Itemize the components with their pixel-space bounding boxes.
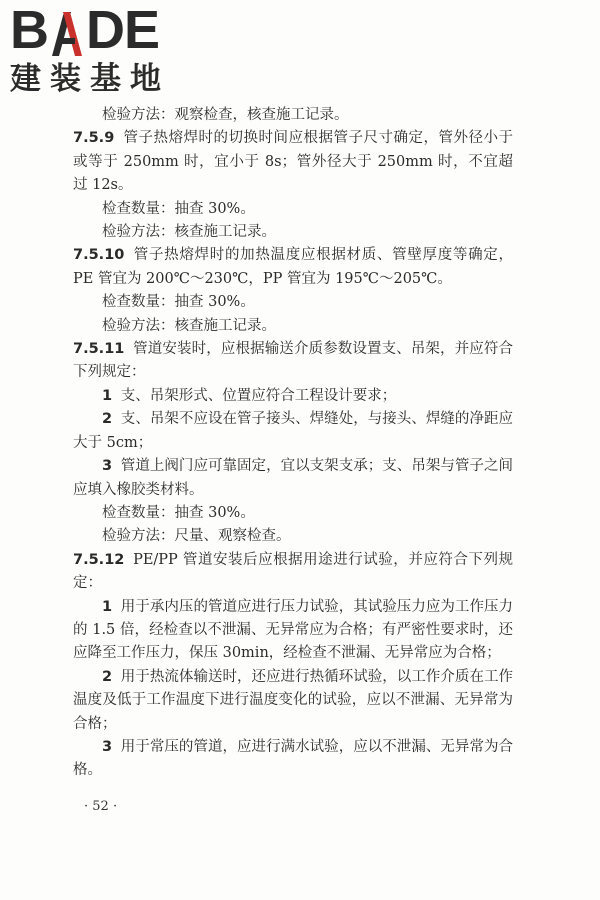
- clause-text: 管道安装时，应根据输送介质参数设置支、吊架，并应符合下列规定：: [73, 341, 513, 381]
- clause-7-5-12: [73, 549, 513, 596]
- logo-subtitle: 建装基地: [10, 61, 170, 97]
- inspection-method: 检验方法：核查施工记录。: [102, 224, 276, 241]
- list-item: 2 支、吊架不应设在管子接头、焊缝处，与接头、焊缝的净距应大于 5cm；: [73, 411, 513, 451]
- clause-text: 管子热熔焊时的切换时间应根据管子尺寸确定，管外径小于或等于 250mm 时，宜小于 8s；管外径大于 250mm 时，不宜超过 12s。: [73, 130, 513, 194]
- inspection-method: 检验方法：尺量、观察检查。: [102, 528, 291, 545]
- list-item: 3 用于常压的管道，应进行满水试验，应以不泄漏、无异常为合格。: [73, 738, 513, 779]
- inspection-quantity: 检查数量：抽查 30%。: [102, 504, 255, 521]
- page-number: · 52 ·: [84, 799, 118, 814]
- logo-a-icon: [49, 10, 85, 56]
- clause-text: PE/PP 管道安装后应根据用途进行试验，并应符合下列规定：: [73, 551, 513, 592]
- clause-text: 管子热熔焊时的加热温度应根据材质、管壁厚度等确定，PE 管宜为 200℃～230℃，PP 管宜为 195℃～205℃。: [73, 247, 513, 287]
- list-item: 1 用于承内压的管道应进行压力试验，其试验压力应为工作压力的 1.5 倍，经检查以不泄漏、无异常应为合格；有严密性要求时，还应降至工作压力，保压 30min，经检查不泄漏、无异常应为合格；: [73, 598, 513, 662]
- clause-number: 7.5.11: [73, 341, 125, 358]
- bade-logo: [10, 0, 180, 97]
- list-item: 3 管道上阀门应可靠固定，宜以支架支承；支、吊架与管子之间应填入橡胶类材料。: [73, 458, 513, 498]
- clause-7-5-11: [73, 338, 513, 385]
- inspection-quantity: 检查数量：抽查 30%。: [102, 294, 255, 311]
- clause-number: 7.5.12: [73, 551, 125, 568]
- inspection-method: 检验方法：观察检查，核查施工记录。: [102, 107, 349, 123]
- list-item: 1 支、吊架形式、位置应符合工程设计要求；: [102, 387, 397, 404]
- clause-number: 7.5.10: [73, 247, 125, 264]
- clause-7-5-9: [73, 127, 513, 197]
- logo-wordmark: B DE: [10, 0, 160, 60]
- clause-number: 7.5.9: [73, 130, 115, 147]
- document-body: [73, 104, 513, 783]
- inspection-method: 检验方法：核查施工记录。: [102, 317, 276, 334]
- clause-7-5-10: [73, 244, 513, 291]
- list-item: 2 用于热流体输送时，还应进行热循环试验，以工作介质在工作温度及低于工作温度下进行温度变化的试验，应以不泄漏、无异常为合格；: [73, 668, 513, 732]
- inspection-quantity: 检查数量：抽查 30%。: [102, 200, 255, 217]
